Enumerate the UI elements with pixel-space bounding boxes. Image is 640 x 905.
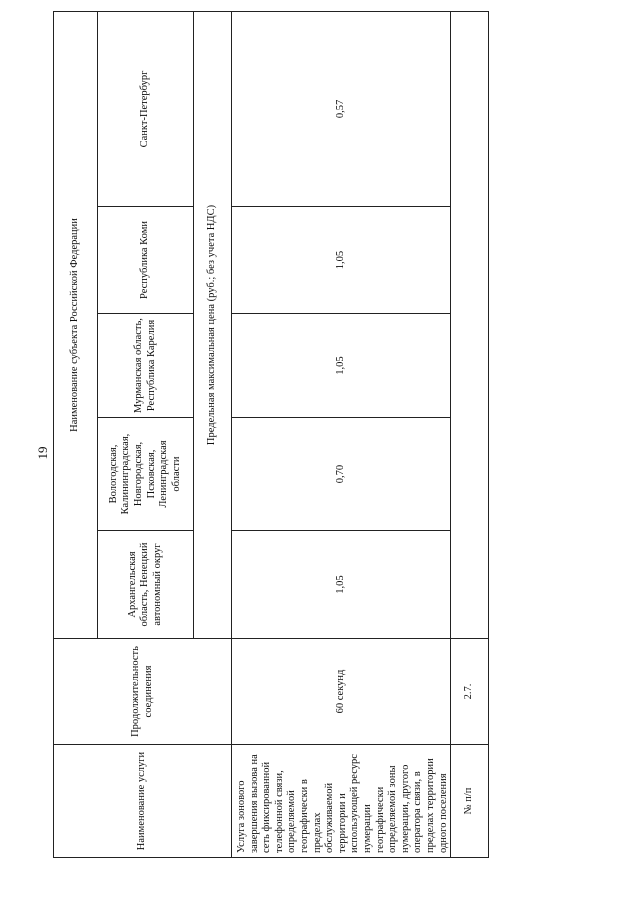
header-region-1: Архангельская область, Ненецкий автономный округ [98, 531, 194, 639]
header-region-5: Санкт-Петербург [98, 11, 194, 206]
cell-price-5: 0,57 [232, 11, 451, 206]
header-region-3: Мурманская область, Республика Карелия [98, 314, 194, 418]
header-subject-group: Наименование субъекта Российской Федерации [54, 11, 98, 638]
rotated-table-wrapper [53, 12, 475, 858]
tariff-table [53, 11, 489, 858]
cell-price-2: 0,70 [232, 418, 451, 531]
cell-num: 2.7. [451, 639, 489, 745]
cell-price-1: 1,05 [232, 531, 451, 639]
header-price-label: Предельная максимальная цена (руб.; без учета НДС) [194, 11, 232, 638]
cell-price-3: 1,05 [232, 314, 451, 418]
header-region-4: Республика Коми [98, 207, 194, 314]
cell-service: Услуга зонового завершения вызова на сеть фиксированной телефонной связи, определяемой географически в пределах обслуживаемой территории и использующей ресурс нумерации географически определяемой зоны нумерации, другого оператора связи, в пределах территории одного поселения [232, 745, 451, 858]
page-number: 19 [35, 446, 50, 460]
header-duration: Продолжительность соединения [54, 639, 232, 745]
cell-price-4: 1,05 [232, 207, 451, 314]
cell-duration: 60 секунд [232, 639, 451, 745]
header-region-2: Вологодская, Калининградская, Новгородская, Псковская, Ленинградская области [98, 418, 194, 531]
header-service-name: Наименование услуги [54, 745, 232, 858]
header-num: № п/п [451, 745, 489, 858]
empty-cell [451, 11, 489, 638]
